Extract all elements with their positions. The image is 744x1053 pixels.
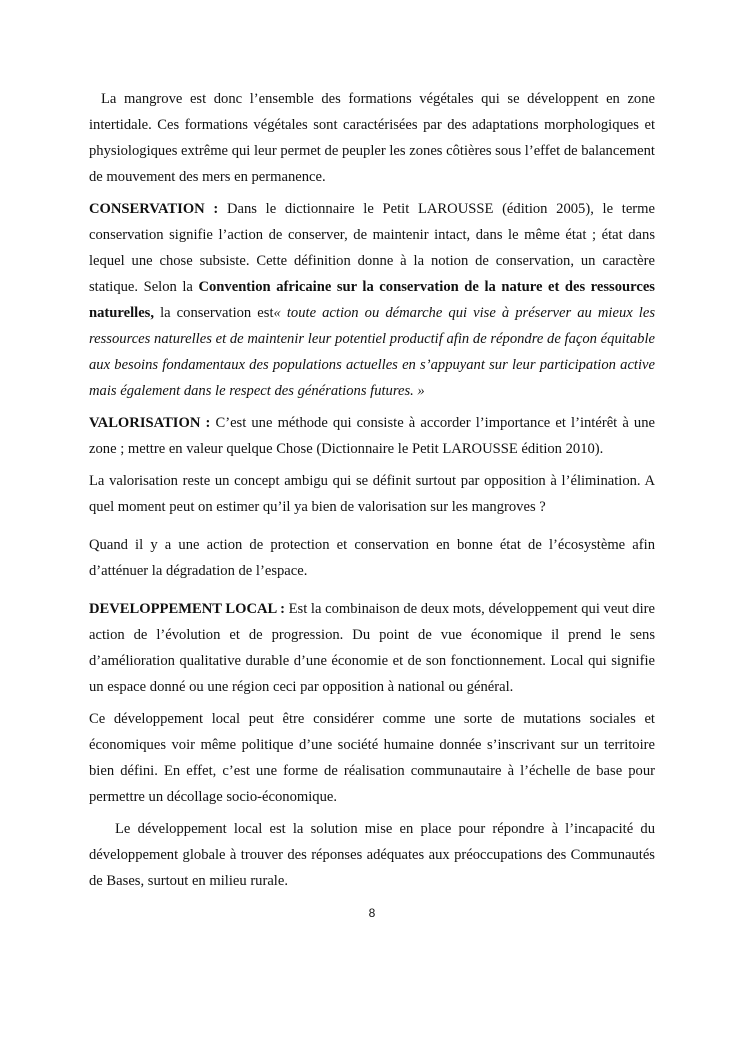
paragraph-developpement-local (89, 596, 655, 700)
conservation-text-2: la conservation est (154, 305, 274, 321)
page-number: 8 (368, 906, 376, 920)
paragraph-quand: Quand il y a une action de protection et conservation en bonne état de l’écosystème afin d’atténuer la dégradation de l’espace. (89, 537, 655, 579)
paragraph-valorisation (89, 410, 655, 462)
term-developpement-local: DEVELOPPEMENT LOCAL : (89, 601, 285, 617)
paragraph-mangrove-definition: La mangrove est donc l’ensemble des formations végétales qui se développent en zone intertidale. Ces formations végétales sont caractérisées par des adaptations morphologiques et physiologiques extrême qui leur permet de peupler les zones côtières sous l’effet de balancement de mouvement des mers en permanence. (89, 91, 655, 185)
paragraph-conservation (89, 196, 655, 404)
paragraph-le-developpement: Le développement local est la solution mise en place pour répondre à l’incapacité du développement globale à trouver des réponses adéquates aux préoccupations des Communautés de Bases, surtout en milieu rurale. (89, 821, 655, 889)
conservation-quote: « toute action ou démarche qui vise à préserver au mieux les ressources naturelles et de maintenir leur potentiel productif afin de répondre de façon équitable aux besoins fondamentaux des populations actuelles en s’appuyant sur leur participation active mais également dans le respect des générations futures. » (89, 305, 655, 399)
convention-africaine-title: Convention africaine sur la conservation de la nature et des ressources naturelles, (89, 279, 655, 321)
developpement-text: Est la combinaison de deux mots, développement qui veut dire action de l’évolution et de progression. Du point de vue économique il prend le sens d’amélioration qualitative durable d’une économie et de son fonctionnement. Local qui signifie un espace donné ou une région ceci par opposition à national ou général. (89, 601, 656, 695)
paragraph-valorisation-concept: La valorisation reste un concept ambigu qui se définit surtout par opposition à l’élimination. A quel moment peut on estimer qu’il ya bien de valorisation sur les mangroves ? (89, 473, 655, 515)
page-body (89, 86, 655, 894)
valorisation-text: C’est une méthode qui consiste à accorder l’importance et l’intérêt à une zone ; mettre en valeur quelque Chose (Dictionnaire le Petit LAROUSSE édition 2010). (89, 415, 656, 457)
conservation-text-1: Dans le dictionnaire le Petit LAROUSSE (édition 2005), le terme conservation signifie l’action de conserver, de maintenir intact, dans le même état ; état dans lequel une chose subsiste. Cette définition donne à la notion de conservation, un caractère statique. Selon la (89, 201, 655, 295)
term-valorisation: VALORISATION : (89, 415, 211, 431)
term-conservation: CONSERVATION : (89, 201, 219, 217)
paragraph-ce-developpement: Ce développement local peut être considérer comme une sorte de mutations sociales et économiques voir même politique d’une société humaine donnée s’inscrivant sur un territoire bien défini. En effet, c’est une forme de réalisation communautaire à l’échelle de base pour permettre un décollage socio-économique. (89, 711, 655, 805)
